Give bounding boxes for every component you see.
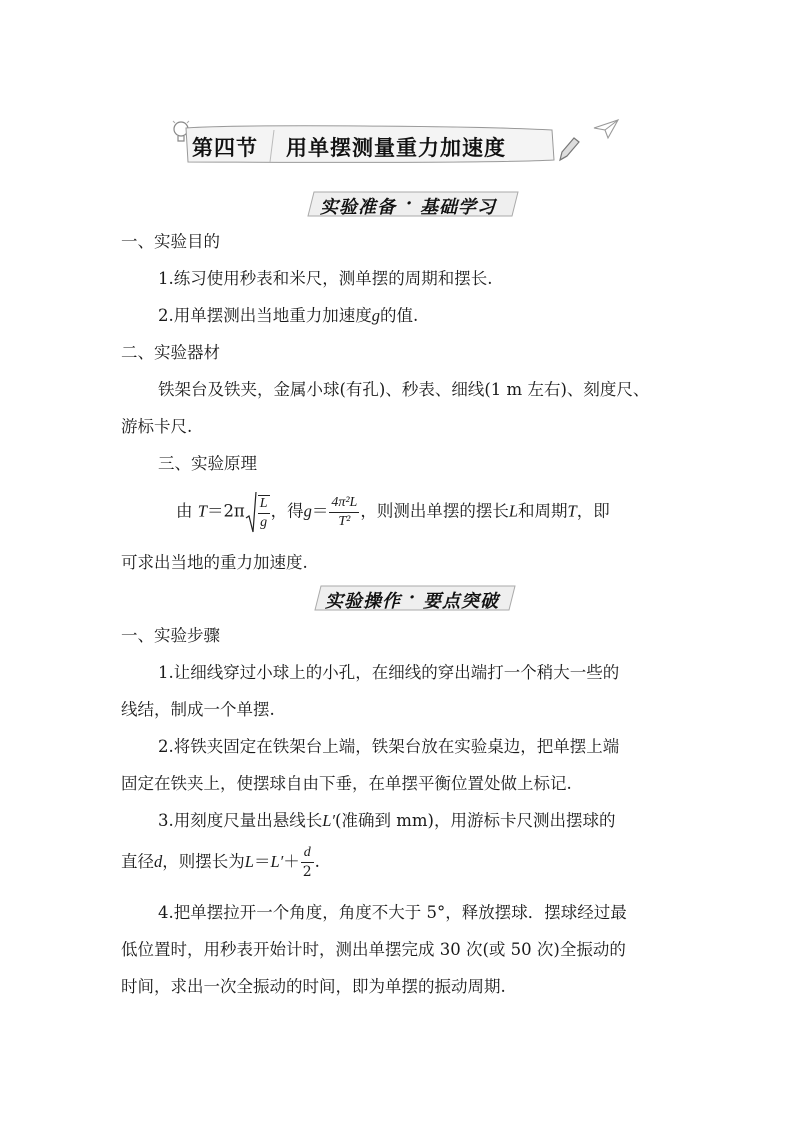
banner-right-text: 要点突破 (423, 591, 499, 612)
purpose-item-2 (158, 297, 418, 334)
var-d: d (154, 852, 163, 871)
frac-num-4pi2L: 4π²L (331, 494, 358, 510)
var-L2: L (244, 852, 254, 871)
text-rest2: 和周期 (518, 501, 568, 521)
equipment-line-2: 游标卡尺. (121, 417, 193, 436)
heading-purpose: 一、实验目的 (121, 232, 220, 251)
pencil-icon (556, 134, 582, 164)
step-4-line-2: 低位置时，用秒表开始计时，测出单摆完成 30 次(或 50 次)全振动的 (121, 940, 626, 959)
step-3-text-c: 直径 (121, 852, 154, 871)
step-1-line-2: 线结，制成一个单摆. (121, 700, 275, 719)
var-L: L (508, 501, 519, 521)
text-de: ，得 (270, 501, 304, 521)
step-2-line-1: 2.将铁夹固定在铁架台上端，铁架台放在实验桌边，把单摆上端 (158, 737, 620, 756)
paper-plane-icon (592, 118, 620, 140)
banner-dot: · (406, 193, 414, 214)
banner-left-text: 实验操作 (325, 591, 401, 612)
step-3-text-b: (准确到 mm)，用游标卡尺测出摆球的 (335, 811, 616, 830)
step-2-line-2: 固定在铁夹上，使摆球自由下垂，在单摆平衡位置处做上标记. (121, 774, 572, 793)
var-L-prime: L′ (322, 811, 336, 830)
step-4-line-1: 4.把单摆拉开一个角度，角度不大于 5°，释放摆球．摆球经过最 (158, 903, 627, 922)
text-rest1: ，则测出单摆的摆长 (360, 501, 509, 521)
section-banner-preparation (306, 188, 522, 220)
var-L-prime-2: L′ (270, 852, 284, 871)
step-1-line-1: 1.让细线穿过小球上的小孔，在细线的穿出端打一个稍大一些的 (158, 663, 620, 682)
equipment-line-1: 铁架台及铁夹，金属小球(有孔)、秒表、细线(1 m 左右)、刻度尺、 (158, 380, 650, 399)
sqrt-L-over-g (245, 490, 271, 534)
var-g2: g (303, 501, 312, 521)
section-number: 第四节 (192, 135, 258, 160)
principle-line-2: 可求出当地的重力加速度. (121, 553, 308, 572)
text-you: 由 (176, 501, 193, 521)
var-T: T (197, 501, 207, 521)
eq-sign-2: ＝ (253, 852, 271, 871)
frac-num-d: d (303, 845, 311, 860)
step-3-line-2 (121, 840, 320, 884)
step-3-text-a: 3.用刻度尺量出悬线长 (158, 811, 323, 830)
purpose-item-1: 1.练习使用秒表和米尺，测单摆的周期和摆长. (158, 269, 493, 288)
frac-den-2: 2 (302, 864, 312, 880)
step-3-text-d: ，则摆长为 (162, 852, 245, 871)
step-4-line-3: 时间，求出一次全振动的时间，即为单摆的振动周期. (121, 977, 506, 996)
heading-steps: 一、实验步骤 (121, 626, 220, 645)
purpose-item-2-end: 的值. (380, 306, 419, 325)
heading-principle: 三、实验原理 (158, 454, 257, 473)
plus-sign: ＋ (283, 852, 300, 871)
banner-dot: · (409, 587, 417, 608)
banner-left-text: 实验准备 (320, 197, 396, 218)
var-T2: T (567, 501, 577, 521)
frac-den-g: g (258, 513, 270, 530)
banner-right-text: 基础学习 (420, 197, 496, 218)
eq-sign: ＝ (311, 501, 329, 521)
chapter-header (160, 112, 630, 172)
step-3-line-1 (158, 802, 615, 839)
section-banner-operation (313, 582, 519, 614)
page-title: 用单摆测量重力加速度 (286, 135, 506, 160)
text-rest3: ，即 (576, 501, 610, 521)
sqrt-sign (245, 490, 257, 534)
purpose-item-2-text: 2.用单摆测出当地重力加速度 (158, 306, 372, 325)
principle-formula-line (176, 490, 610, 534)
heading-equipment: 二、实验器材 (121, 343, 220, 362)
var-g: g (371, 306, 380, 325)
step-3-end: . (314, 852, 320, 871)
frac-num-L: L (259, 495, 268, 511)
eq-2pi: ＝2π (206, 501, 245, 521)
frac-den-T2: T² (329, 512, 359, 529)
